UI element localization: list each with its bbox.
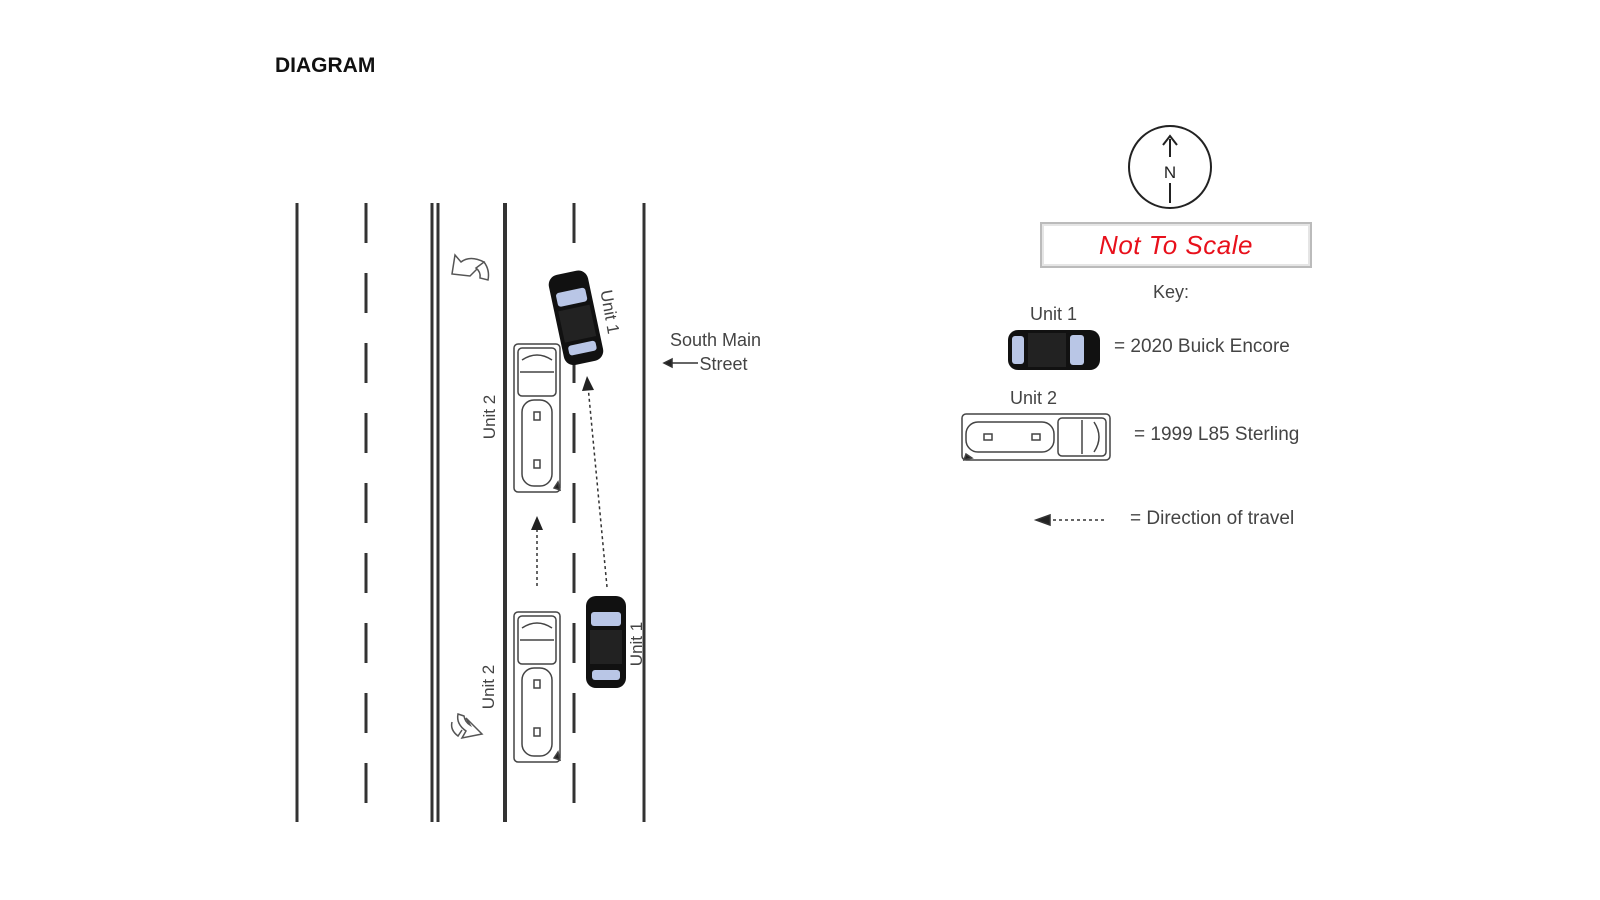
key-direction-desc: = Direction of travel: [1130, 508, 1295, 529]
key-unit1-car-icon: [1008, 330, 1100, 370]
key-unit1-desc: = 2020 Buick Encore: [1114, 336, 1290, 357]
key-unit2-label: Unit 2: [1010, 388, 1058, 408]
key-unit2-truck-icon: [962, 414, 1110, 460]
key-unit1-label: Unit 1: [1030, 304, 1078, 324]
unit2-truck-initial: [514, 612, 560, 762]
unit1-label-collision: Unit 1: [596, 288, 623, 336]
street-name-line2: Street: [699, 354, 748, 374]
unit1-car-initial: [586, 596, 626, 688]
key-unit2-desc: = 1999 L85 Sterling: [1134, 424, 1300, 445]
street-name-line1: South Main: [670, 330, 762, 350]
diagram-title: DIAGRAM: [275, 54, 376, 77]
not-to-scale-text: Not To Scale: [1099, 229, 1253, 260]
compass-north-label: N: [1163, 163, 1177, 182]
unit2-label-initial: Unit 2: [479, 664, 499, 710]
not-to-scale-box: [1040, 222, 1312, 268]
north-compass-icon: [1126, 123, 1214, 211]
key-title: Key:: [1153, 282, 1190, 302]
street-name-label: [670, 328, 761, 376]
unit1-label-initial: Unit 1: [627, 621, 647, 667]
direction-arrow-unit2: [531, 516, 543, 586]
turn-arrow-icon-bottom: [452, 714, 482, 738]
key-direction-arrow-icon: [1036, 515, 1104, 525]
turn-arrow-icon-top: [452, 255, 489, 280]
direction-arrow-unit1: [582, 376, 607, 587]
unit2-label-collision: Unit 2: [480, 394, 500, 440]
unit2-truck-collision: [514, 344, 560, 492]
